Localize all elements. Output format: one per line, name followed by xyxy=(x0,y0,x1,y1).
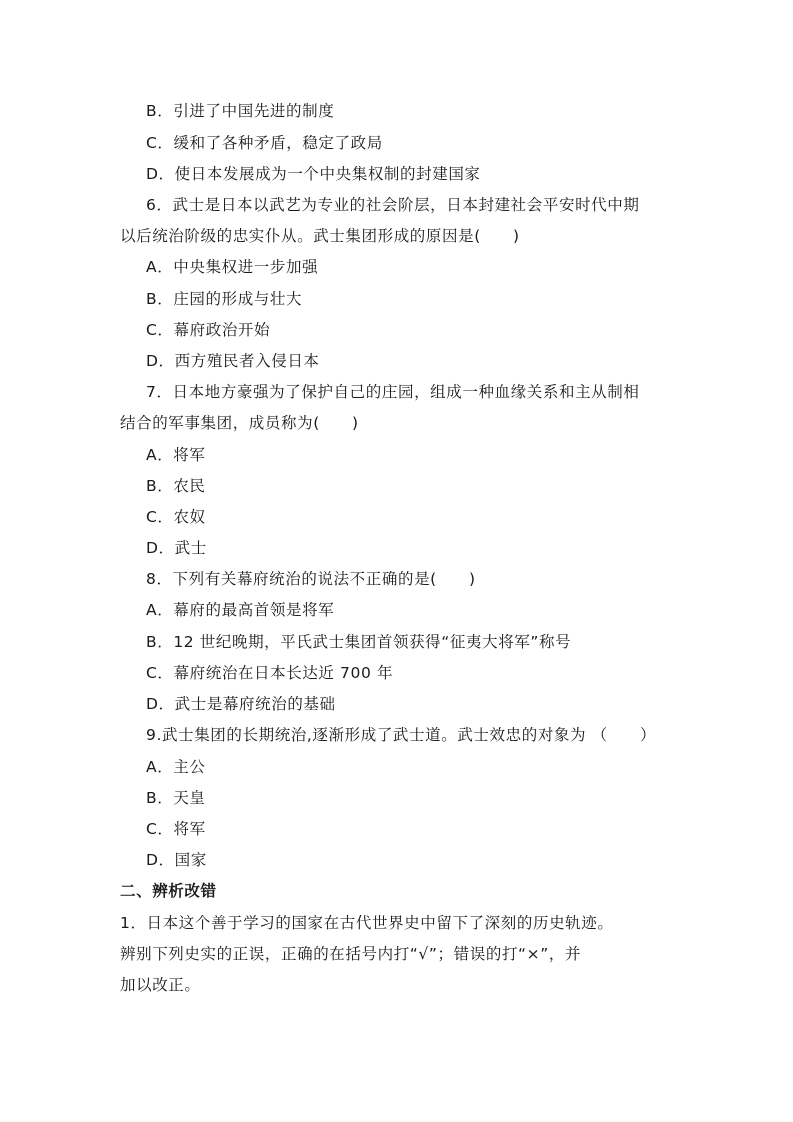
q7-option-a: A．将军 xyxy=(146,446,206,464)
section2-line2: 辨别下列史实的正误，正确的在括号内打“√”；错误的打“×”，并 xyxy=(120,945,582,963)
q6-option-c: C．幕府政治开始 xyxy=(146,321,271,339)
q8-option-c: C．幕府统治在日本长达近 700 年 xyxy=(146,664,394,682)
section2-line1: 1．日本这个善于学习的国家在古代世界史中留下了深刻的历史轨迹。 xyxy=(120,914,614,932)
section2-line3: 加以改正。 xyxy=(120,976,201,994)
q8-option-b: B．12 世纪晚期，平氏武士集团首领获得“征夷大将军”称号 xyxy=(146,633,572,651)
q9-option-c: C．将军 xyxy=(146,820,206,838)
q7-option-c: C．农奴 xyxy=(146,508,206,526)
q6-stem-line1: 6．武士是日本以武艺为专业的社会阶层，日本封建社会平安时代中期 xyxy=(146,196,640,214)
q7-option-d: D．武士 xyxy=(146,539,207,557)
q6-option-b: B．庄园的形成与壮大 xyxy=(146,290,303,308)
section-heading: 二、辨析改错 xyxy=(120,882,217,900)
q7-option-b: B．农民 xyxy=(146,477,206,495)
q5-option-d: D．使日本发展成为一个中央集权制的封建国家 xyxy=(146,165,481,183)
q7-stem-line2: 结合的军事集团，成员称为( ) xyxy=(120,414,359,432)
q6-option-a: A．中央集权进一步加强 xyxy=(146,258,319,276)
q9-stem: 9.武士集团的长期统治,逐渐形成了武士道。武士效忠的对象为 （ ） xyxy=(146,726,657,744)
q7-stem-line1: 7．日本地方豪强为了保护自己的庄园，组成一种血缘关系和主从制相 xyxy=(146,383,640,401)
q5-option-c: C．缓和了各种矛盾，稳定了政局 xyxy=(146,134,383,152)
q5-option-b: B．引进了中国先进的制度 xyxy=(146,102,335,120)
q6-stem-line2: 以后统治阶级的忠实仆从。武士集团形成的原因是( ) xyxy=(120,227,520,245)
q9-option-b: B．天皇 xyxy=(146,789,206,807)
q8-option-d: D．武士是幕府统治的基础 xyxy=(146,695,336,713)
q9-option-a: A．主公 xyxy=(146,758,206,776)
q6-option-d: D．西方殖民者入侵日本 xyxy=(146,352,320,370)
q8-option-a: A．幕府的最高首领是将军 xyxy=(146,601,335,619)
q9-option-d: D．国家 xyxy=(146,851,207,869)
q8-stem: 8．下列有关幕府统治的说法不正确的是( ) xyxy=(146,570,476,588)
